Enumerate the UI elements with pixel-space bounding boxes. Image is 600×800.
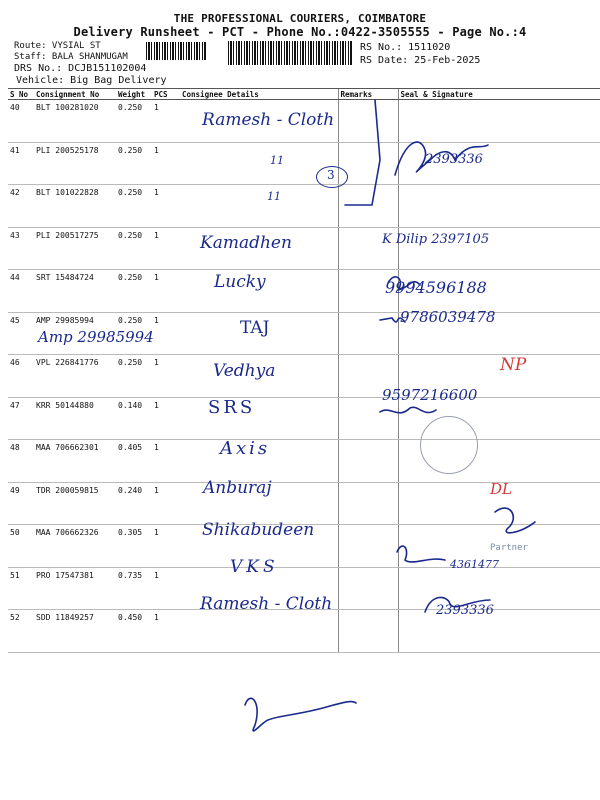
row-sno: 49 bbox=[8, 482, 34, 525]
row-pcs: 1 bbox=[152, 567, 180, 610]
row-pcs: 1 bbox=[152, 355, 180, 398]
col-sno: S No bbox=[8, 89, 34, 100]
signature-51 bbox=[397, 546, 445, 562]
row-consignment-no: PRO 17547381 bbox=[34, 567, 116, 610]
hw-remark-51: 4361477 bbox=[450, 558, 499, 571]
hw-sig-number-41: 2393336 bbox=[425, 152, 483, 167]
rs-number: RS No.: 1511020 bbox=[360, 42, 451, 53]
bottom-signature bbox=[245, 698, 356, 731]
row-weight: 0.250 bbox=[116, 355, 152, 398]
row-weight: 0.250 bbox=[116, 142, 152, 185]
row-sno: 41 bbox=[8, 142, 34, 185]
row-consignment-no: SDD 11849257 bbox=[34, 610, 116, 653]
row-pcs: 1 bbox=[152, 610, 180, 653]
hw-ditto-41: 11 bbox=[270, 154, 284, 167]
staff-label: Staff: BALA SHANMUGAM bbox=[14, 52, 128, 62]
hw-consignee-40: Ramesh - Cloth bbox=[202, 110, 335, 130]
col-consignment: Consignment No bbox=[34, 89, 116, 100]
row-sno: 46 bbox=[8, 355, 34, 398]
row-weight: 0.735 bbox=[116, 567, 152, 610]
row-weight: 0.250 bbox=[116, 312, 152, 355]
stamp-partner-label: Partner bbox=[490, 543, 528, 553]
row-weight: 0.250 bbox=[116, 100, 152, 143]
signature-41 bbox=[395, 142, 488, 175]
hw-sig-number-52: 2393336 bbox=[436, 603, 494, 618]
bracket-mark-40 bbox=[345, 100, 380, 205]
row-sno: 51 bbox=[8, 567, 34, 610]
hw-circle-number: 3 bbox=[327, 168, 335, 182]
row-pcs: 1 bbox=[152, 270, 180, 313]
hw-ditto-42: 11 bbox=[267, 190, 281, 203]
hw-consignee-51: VKS bbox=[230, 557, 279, 577]
row-pcs: 1 bbox=[152, 397, 180, 440]
hw-remark-46: NP bbox=[500, 355, 527, 375]
row-sno: 45 bbox=[8, 312, 34, 355]
row-consignment-no: BLT 101022828 bbox=[34, 185, 116, 228]
row-consignment-no: TDR 200059815 bbox=[34, 482, 116, 525]
hw-remark-49: DL bbox=[490, 480, 512, 498]
hw-consignee-52: Ramesh - Cloth bbox=[200, 594, 333, 614]
row-consignment-no: BLT 100281020 bbox=[34, 100, 116, 143]
hw-remark-45: 9786039478 bbox=[400, 308, 496, 326]
row-pcs: 1 bbox=[152, 482, 180, 525]
row-consignment-no: PLI 200517275 bbox=[34, 227, 116, 270]
company-name: THE PROFESSIONAL COURIERS, COIMBATORE bbox=[173, 12, 427, 25]
col-seal: Seal & Signature bbox=[398, 89, 600, 100]
row-pcs: 1 bbox=[152, 440, 180, 483]
row-consignment-no: VPL 226841776 bbox=[34, 355, 116, 398]
runsheet-subtitle: Delivery Runsheet - PCT - Phone No.:0422-3505555 - Page No.:4 bbox=[73, 25, 527, 39]
row-weight: 0.250 bbox=[116, 270, 152, 313]
signature-52 bbox=[425, 597, 490, 612]
col-remarks: Remarks bbox=[338, 89, 398, 100]
row-sno: 42 bbox=[8, 185, 34, 228]
row-sno: 52 bbox=[8, 610, 34, 653]
row-pcs: 1 bbox=[152, 100, 180, 143]
row-sno: 50 bbox=[8, 525, 34, 568]
row-weight: 0.450 bbox=[116, 610, 152, 653]
col-weight: Weight bbox=[116, 89, 152, 100]
row-sno: 47 bbox=[8, 397, 34, 440]
rs-date: RS Date: 25-Feb-2025 bbox=[360, 55, 481, 66]
col-consignee: Consignee Details bbox=[180, 89, 338, 100]
row-weight: 0.240 bbox=[116, 482, 152, 525]
row-consignment-no: MAA 706662301 bbox=[34, 440, 116, 483]
col-pcs: PCS bbox=[152, 89, 180, 100]
signature-45 bbox=[380, 318, 405, 322]
hw-remark-47: 9597216600 bbox=[382, 386, 478, 404]
drs-label: DRS No.: DCJB151102004 bbox=[14, 63, 147, 74]
hw-consignee-46: Vedhya bbox=[213, 361, 276, 381]
hw-consignee-45: TAJ bbox=[240, 318, 270, 338]
row-pcs: 1 bbox=[152, 142, 180, 185]
hw-consignee-44: Lucky bbox=[214, 272, 266, 292]
row-weight: 0.140 bbox=[116, 397, 152, 440]
hw-consignee-50: Shikabudeen bbox=[202, 520, 315, 540]
row-consignment-no: PLI 200525178 bbox=[34, 142, 116, 185]
row-pcs: 1 bbox=[152, 525, 180, 568]
row-sno: 40 bbox=[8, 100, 34, 143]
hw-consignee-49: Anburaj bbox=[203, 478, 272, 498]
row-pcs: 1 bbox=[152, 227, 180, 270]
signature-47 bbox=[380, 407, 436, 413]
row-weight: 0.250 bbox=[116, 227, 152, 270]
row-pcs: 1 bbox=[152, 185, 180, 228]
route-label: Route: VYSIAL ST bbox=[14, 41, 101, 51]
signature-50 bbox=[495, 508, 535, 533]
row-consignment-no: SRT 15484724 bbox=[34, 270, 116, 313]
hw-remark-43: K Dilip 2397105 bbox=[382, 232, 490, 247]
row-weight: 0.405 bbox=[116, 440, 152, 483]
row-pcs: 1 bbox=[152, 312, 180, 355]
hw-consignee-43: Kamadhen bbox=[200, 233, 292, 253]
row-weight: 0.305 bbox=[116, 525, 152, 568]
hw-consignee-47: SRS bbox=[208, 397, 256, 418]
vehicle-label: Vehicle: Big Bag Delivery bbox=[16, 75, 167, 86]
row-sno: 43 bbox=[8, 227, 34, 270]
hw-remark-44: 9994596188 bbox=[385, 278, 487, 297]
signature-44 bbox=[388, 277, 420, 290]
row-sno: 44 bbox=[8, 270, 34, 313]
hw-consignee-48: Axis bbox=[220, 438, 271, 459]
row-weight: 0.250 bbox=[116, 185, 152, 228]
row-sno: 48 bbox=[8, 440, 34, 483]
row-consignment-no: KRR 50144880 bbox=[34, 397, 116, 440]
row-consignment-no: MAA 706662326 bbox=[34, 525, 116, 568]
hw-consignment-45: Amp 29985994 bbox=[38, 328, 154, 346]
row-consignment-no: AMP 29985994 bbox=[34, 312, 116, 355]
